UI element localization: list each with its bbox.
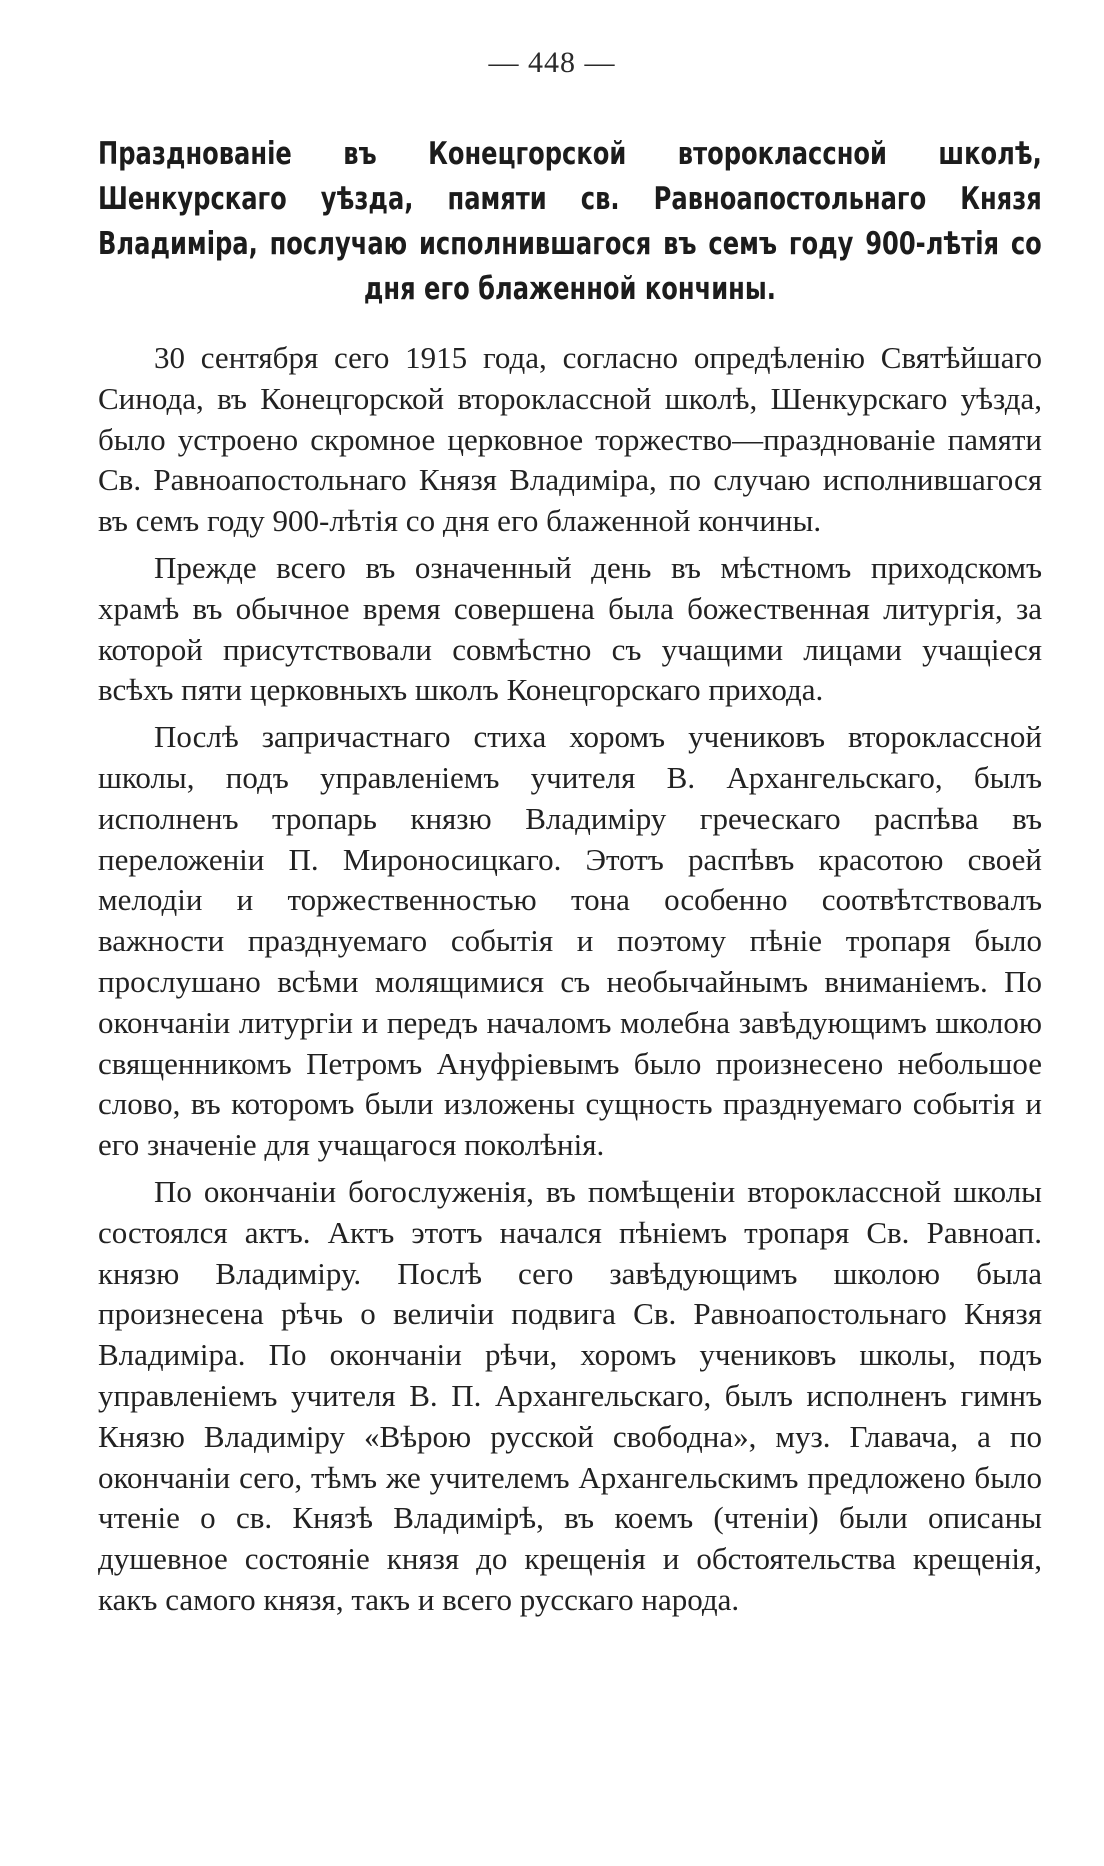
article-body bbox=[98, 338, 1042, 1621]
article-title: Празднованіе въ Конецгорской второклассной школѣ, Шенкурскаго уѣзда, памяти св. Равноапостольнаго Князя Владиміра, послучаю исполнившагося въ семъ году 900-лѣтія со дня его блаженной кончины. bbox=[98, 136, 1042, 307]
paragraph-3: Послѣ запричастнаго стиха хоромъ учениковъ второклассной школы, подъ управленіемъ учителя В. Архангельскаго, былъ исполненъ тропарь князю Владиміру греческаго распѣва въ переложеніи П. Мироносицкаго. Этотъ распѣвъ красотою своей мелодіи и торжественностью тона особенно соотвѣтствовалъ важности празднуемаго событія и поэтому пѣніе тропаря было прослушано всѣми молящимися съ необычайнымъ вниманіемъ. По окончаніи литургіи и передъ началомъ молебна завѣдующимъ школою священникомъ Петромъ Ануфріевымъ было произнесено небольшое слово, въ которомъ были изложены сущность празднуемаго событія и его значеніе для учащагося поколѣнія. bbox=[98, 719, 1042, 1163]
paragraph-1: 30 сентября сего 1915 года, согласно опредѣленію Святѣйшаго Синода, въ Конецгорской второклассной школѣ, Шенкурскаго уѣзда, было устроено скромное церковное торжество—празднованіе памяти Св. Равноапостольнаго Князя Владиміра, по случаю исполнившагося въ семъ году 900-лѣтія со дня его блаженной кончины. bbox=[98, 340, 1042, 539]
page-number: — 448 — bbox=[488, 46, 616, 79]
paragraph-2: Прежде всего въ означенный день въ мѣстномъ приходскомъ храмѣ въ обычное время совершена была божественная литургія, за которой присутствовали совмѣстно съ учащими лицами учащіеся всѣхъ пяти церковныхъ школъ Конецгорскаго прихода. bbox=[98, 549, 1042, 708]
paragraph-4: По окончаніи богослуженія, въ помѣщеніи второклассной школы состоялся актъ. Актъ этотъ начался пѣніемъ тропаря Св. Равноап. князю Владиміру. Послѣ сего завѣдующимъ школою была произнесена рѣчь о величіи подвига Св. Равноапостольнаго Князя Владиміра. По окончаніи рѣчи, хоромъ учениковъ школы, подъ управленіемъ учителя В. П. Архангельскаго, былъ исполненъ гимнъ Князю Владиміру «Вѣрою русской свободна», муз. Главача, а по окончаніи сего, тѣмъ же учителемъ Архангельскимъ предложено было чтеніе о св. Князѣ Владимірѣ, въ коемъ (чтеніи) были описаны душевное состояніе князя до крещенія и обстоятельства крещенія, какъ самого князя, такъ и всего русскаго народа. bbox=[98, 1173, 1042, 1617]
